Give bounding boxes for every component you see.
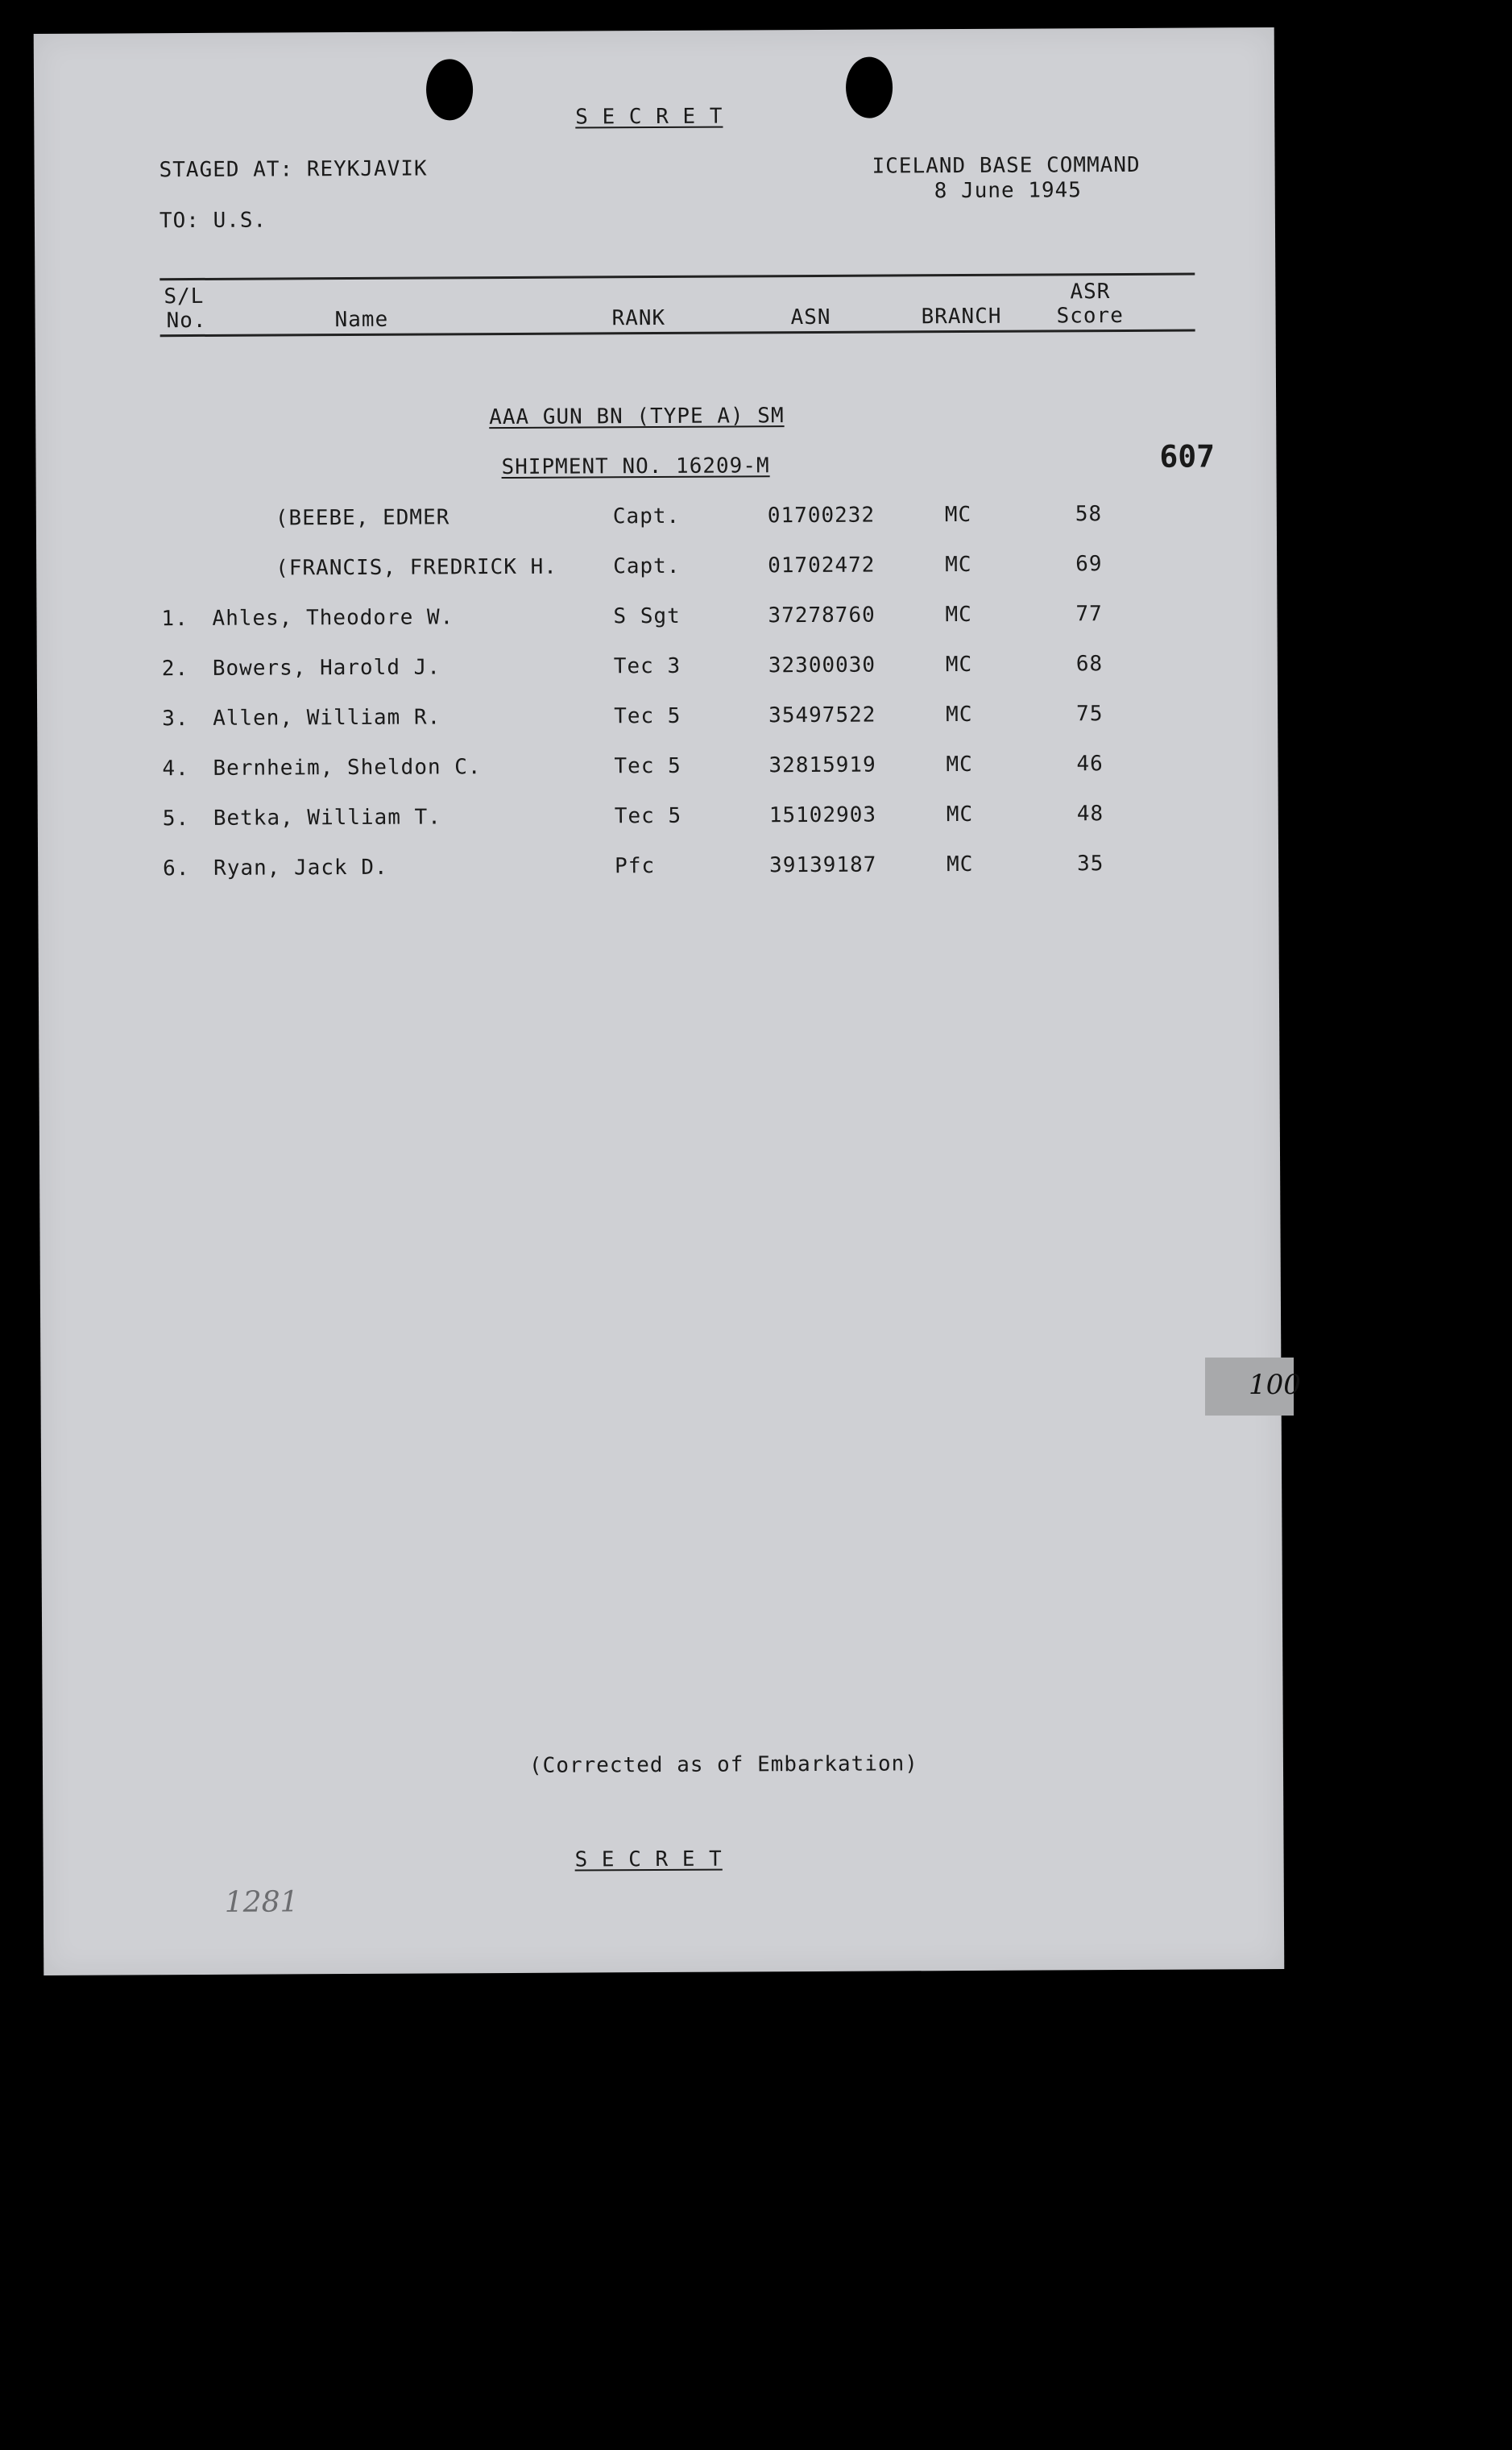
unit-title: AAA GUN BN (TYPE A) SM: [489, 404, 785, 430]
document-page: [34, 27, 1285, 1975]
row-name: (FRANCIS, FREDRICK H.: [275, 554, 557, 581]
row-branch: MC: [944, 502, 972, 528]
row-rank: S Sgt: [613, 603, 681, 629]
row-branch: MC: [946, 752, 973, 777]
classification-top: S E C R E T: [575, 104, 723, 130]
row-rank: Capt.: [613, 553, 681, 579]
row-name: Allen, William R.: [213, 705, 441, 731]
row-branch: MC: [946, 802, 974, 827]
row-score: 77: [1075, 602, 1103, 627]
col-sl-top: S/L: [164, 284, 205, 309]
row-asn: 32815919: [768, 752, 876, 778]
col-asr-score: Score: [1056, 303, 1124, 329]
punch-hole: [846, 56, 893, 118]
col-sl-no: No.: [166, 308, 207, 334]
row-rank: Tec 5: [614, 753, 681, 779]
side-tab: [1205, 1358, 1301, 1416]
row-score: 58: [1075, 502, 1103, 527]
col-name: Name: [334, 307, 389, 333]
shipment-number: SHIPMENT NO. 16209-M: [501, 454, 770, 480]
row-rank: Tec 5: [614, 803, 682, 829]
row-no: 1.: [161, 607, 188, 632]
staged-at: STAGED AT: REYKJAVIK: [159, 156, 428, 183]
row-score: 35: [1077, 852, 1104, 877]
row-name: Ryan, Jack D.: [213, 855, 388, 881]
col-asn: ASN: [790, 305, 831, 330]
row-asn: 01702472: [768, 553, 876, 578]
row-branch: MC: [945, 602, 972, 628]
handwritten-number: 1281: [224, 1885, 299, 1919]
row-no: 6.: [163, 856, 190, 881]
row-rank: Tec 5: [614, 703, 681, 729]
row-asn: 15102903: [768, 802, 877, 828]
row-asn: 35497522: [768, 703, 876, 728]
row-name: Betka, William T.: [213, 805, 441, 831]
row-score: 75: [1076, 702, 1104, 727]
col-branch: BRANCH: [921, 304, 1002, 330]
punch-hole: [426, 59, 473, 120]
row-asn: 37278760: [768, 603, 876, 628]
page-stamp: 607: [1159, 438, 1216, 475]
row-rank: Tec 3: [613, 653, 681, 679]
header-rule-bottom: [160, 330, 1195, 338]
row-branch: MC: [946, 702, 973, 728]
row-no: 2.: [161, 657, 189, 682]
row-name: (BEEBE, EDMER: [275, 505, 450, 531]
command-name: ICELAND BASE COMMAND: [872, 152, 1141, 179]
row-no: 4.: [162, 757, 189, 781]
row-score: 68: [1075, 652, 1104, 677]
destination: TO: U.S.: [159, 208, 267, 234]
row-branch: MC: [945, 552, 972, 578]
row-name: Ahles, Theodore W.: [212, 605, 454, 631]
row-asn: 39139187: [769, 852, 877, 878]
correction-note: (Corrected as of Embarkation): [528, 1751, 918, 1778]
header-rule-top: [159, 273, 1195, 281]
row-no: 3.: [162, 707, 189, 732]
col-asr-top: ASR: [1070, 280, 1111, 305]
side-tab-number: 100: [1249, 1369, 1301, 1401]
classification-bottom: S E C R E T: [574, 1847, 723, 1872]
row-no: 5.: [162, 806, 190, 831]
row-name: Bowers, Harold J.: [212, 655, 441, 681]
row-name: Bernheim, Sheldon C.: [213, 755, 482, 781]
row-score: 46: [1076, 752, 1104, 777]
row-score: 48: [1076, 802, 1104, 827]
row-rank: Pfc: [615, 854, 656, 879]
row-asn: 01700232: [767, 503, 876, 529]
row-branch: MC: [945, 652, 973, 678]
row-rank: Capt.: [612, 504, 681, 529]
row-asn: 32300030: [768, 653, 876, 678]
row-score: 69: [1075, 552, 1103, 577]
col-rank: RANK: [611, 305, 666, 331]
document-date: 8 June 1945: [934, 178, 1083, 204]
row-branch: MC: [947, 852, 974, 877]
